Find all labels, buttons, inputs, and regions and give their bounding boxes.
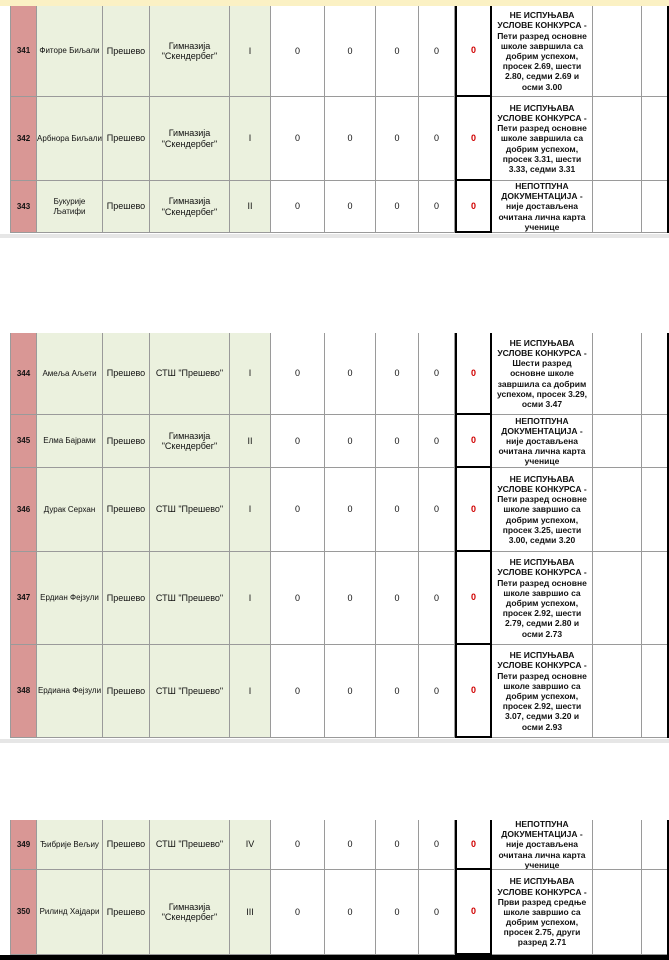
remark-cell: НЕ ИСПУЊАВА УСЛОВЕ КОНКУРСА - Пети разред основне школе завршио са добрим успехом, просек 2.92, шести 2.79, седми 2.80 и осми 2.73 xyxy=(492,552,593,645)
remark-cell: НЕ ИСПУЊАВА УСЛОВЕ КОНКУРСА - Пети разред основне школе завршио са добрим успехом, просек 3.25, шести 3.00, седми 3.20 xyxy=(492,468,593,552)
student-name-cell: Ђибрије Вељиу xyxy=(37,820,103,870)
city-cell: Прешево xyxy=(103,415,150,468)
school-name-cell: Гимназија "Скендербег" xyxy=(150,6,230,97)
school-name-cell: СТШ "Прешево" xyxy=(150,645,230,738)
city-cell: Прешево xyxy=(103,820,150,870)
empty-cell xyxy=(593,468,642,552)
score-4-cell: 0 xyxy=(419,333,455,415)
score-3-cell: 0 xyxy=(376,97,419,181)
remark-cell: НЕ ИСПУЊАВА УСЛОВЕ КОНКУРСА - Пети разред основне школе завршио са добрим успехом, просек 2.92, шести 3.07, седми 3.20 и осми 2.93 xyxy=(492,645,593,738)
row-number-cell: 344 xyxy=(10,333,37,415)
score-3-cell: 0 xyxy=(376,181,419,233)
empty-cell xyxy=(642,333,669,415)
school-name-cell: Гимназија "Скендербег" xyxy=(150,870,230,955)
total-score-cell: 0 xyxy=(455,415,492,468)
score-3-cell: 0 xyxy=(376,333,419,415)
city-cell: Прешево xyxy=(103,6,150,97)
empty-cell xyxy=(642,820,669,870)
score-4-cell: 0 xyxy=(419,181,455,233)
score-4-cell: 0 xyxy=(419,820,455,870)
empty-cell xyxy=(593,415,642,468)
city-cell: Прешево xyxy=(103,333,150,415)
score-4-cell: 0 xyxy=(419,415,455,468)
score-2-cell: 0 xyxy=(325,6,376,97)
empty-cell xyxy=(642,415,669,468)
row-number-cell: 341 xyxy=(10,6,37,97)
empty-cell xyxy=(593,181,642,233)
student-name-cell: Арбнора Биљали xyxy=(37,97,103,181)
total-score-cell: 0 xyxy=(455,181,492,233)
score-1-cell: 0 xyxy=(271,97,325,181)
school-name-cell: СТШ "Прешево" xyxy=(150,820,230,870)
school-name-cell: СТШ "Прешево" xyxy=(150,333,230,415)
score-2-cell: 0 xyxy=(325,820,376,870)
student-name-cell: Елма Бајрами xyxy=(37,415,103,468)
empty-cell xyxy=(593,6,642,97)
student-name-cell: Амеља Аљети xyxy=(37,333,103,415)
school-name-cell: СТШ "Прешево" xyxy=(150,468,230,552)
city-cell: Прешево xyxy=(103,870,150,955)
student-name-cell: Дурак Серхан xyxy=(37,468,103,552)
empty-cell xyxy=(593,333,642,415)
row-number-cell: 346 xyxy=(10,468,37,552)
remark-cell: НЕПОТПУНА ДОКУМЕНТАЦИЈА - није достављена очитана лична карта ученице xyxy=(492,181,593,233)
score-3-cell: 0 xyxy=(376,6,419,97)
remark-cell: НЕПОТПУНА ДОКУМЕНТАЦИЈА - није достављена очитана лична карта ученице xyxy=(492,415,593,468)
total-score-cell: 0 xyxy=(455,97,492,181)
grade-level-cell: II xyxy=(230,181,271,233)
city-cell: Прешево xyxy=(103,97,150,181)
empty-cell xyxy=(593,820,642,870)
grade-level-cell: I xyxy=(230,552,271,645)
empty-cell xyxy=(642,181,669,233)
row-number-cell: 343 xyxy=(10,181,37,233)
empty-cell xyxy=(593,97,642,181)
score-2-cell: 0 xyxy=(325,97,376,181)
total-score-cell: 0 xyxy=(455,820,492,870)
score-3-cell: 0 xyxy=(376,415,419,468)
row-number-cell: 345 xyxy=(10,415,37,468)
score-4-cell: 0 xyxy=(419,552,455,645)
score-1-cell: 0 xyxy=(271,415,325,468)
student-name-cell: Фиторе Биљали xyxy=(37,6,103,97)
total-score-cell: 0 xyxy=(455,468,492,552)
total-score-cell: 0 xyxy=(455,333,492,415)
page-bottom-edge xyxy=(0,955,669,960)
row-number-cell: 342 xyxy=(10,97,37,181)
school-name-cell: Гимназија "Скендербег" xyxy=(150,97,230,181)
row-number-cell: 350 xyxy=(10,870,37,955)
grade-level-cell: IV xyxy=(230,820,271,870)
empty-cell xyxy=(642,468,669,552)
row-number-cell: 347 xyxy=(10,552,37,645)
empty-cell xyxy=(642,6,669,97)
grade-level-cell: I xyxy=(230,468,271,552)
score-4-cell: 0 xyxy=(419,468,455,552)
remark-cell: НЕ ИСПУЊАВА УСЛОВЕ КОНКУРСА - Шести разред основне школе завршила са добрим успехом, просек 3.29, осми 3.47 xyxy=(492,333,593,415)
score-2-cell: 0 xyxy=(325,645,376,738)
grade-level-cell: I xyxy=(230,6,271,97)
score-1-cell: 0 xyxy=(271,6,325,97)
empty-cell xyxy=(593,645,642,738)
student-name-cell: Букурије Љатифи xyxy=(37,181,103,233)
row-number-cell: 348 xyxy=(10,645,37,738)
student-name-cell: Рилинд Хајдари xyxy=(37,870,103,955)
city-cell: Прешево xyxy=(103,468,150,552)
empty-cell xyxy=(593,870,642,955)
score-3-cell: 0 xyxy=(376,468,419,552)
score-2-cell: 0 xyxy=(325,552,376,645)
score-3-cell: 0 xyxy=(376,552,419,645)
empty-cell xyxy=(642,870,669,955)
page-break xyxy=(0,739,669,805)
school-name-cell: СТШ "Прешево" xyxy=(150,552,230,645)
remark-cell: НЕПОТПУНА ДОКУМЕНТАЦИЈА - није достављена очитана лична карта ученице xyxy=(492,820,593,870)
grade-level-cell: I xyxy=(230,97,271,181)
remark-cell: НЕ ИСПУЊАВА УСЛОВЕ КОНКУРСА - Пети разред основне школе завршила са добрим успехом, просек 3.31, шести 3.33, седми 3.31 xyxy=(492,97,593,181)
score-2-cell: 0 xyxy=(325,870,376,955)
total-score-cell: 0 xyxy=(455,6,492,97)
score-1-cell: 0 xyxy=(271,552,325,645)
student-name-cell: Ердиан Фејзули xyxy=(37,552,103,645)
score-1-cell: 0 xyxy=(271,181,325,233)
score-4-cell: 0 xyxy=(419,645,455,738)
empty-cell xyxy=(642,97,669,181)
score-2-cell: 0 xyxy=(325,333,376,415)
score-4-cell: 0 xyxy=(419,870,455,955)
empty-cell xyxy=(642,645,669,738)
total-score-cell: 0 xyxy=(455,552,492,645)
empty-cell xyxy=(642,552,669,645)
score-3-cell: 0 xyxy=(376,870,419,955)
school-name-cell: Гимназија "Скендербег" xyxy=(150,415,230,468)
score-3-cell: 0 xyxy=(376,820,419,870)
city-cell: Прешево xyxy=(103,181,150,233)
grade-level-cell: I xyxy=(230,333,271,415)
score-2-cell: 0 xyxy=(325,181,376,233)
total-score-cell: 0 xyxy=(455,645,492,738)
city-cell: Прешево xyxy=(103,552,150,645)
page-break xyxy=(0,234,669,318)
remark-cell: НЕ ИСПУЊАВА УСЛОВЕ КОНКУРСА - Пети разред основне школе завршила са добрим успехом, просек 2.69, шести 2.80, седми 2.69 и осми 3.00 xyxy=(492,6,593,97)
grade-level-cell: II xyxy=(230,415,271,468)
score-1-cell: 0 xyxy=(271,820,325,870)
score-1-cell: 0 xyxy=(271,870,325,955)
remark-cell: НЕ ИСПУЊАВА УСЛОВЕ КОНКУРСА - Први разред средње школе завршио са добрим успехом, просек 2.75, други разред 2.71 xyxy=(492,870,593,955)
city-cell: Прешево xyxy=(103,645,150,738)
score-2-cell: 0 xyxy=(325,415,376,468)
score-2-cell: 0 xyxy=(325,468,376,552)
score-3-cell: 0 xyxy=(376,645,419,738)
school-name-cell: Гимназија "Скендербег" xyxy=(150,181,230,233)
grade-level-cell: III xyxy=(230,870,271,955)
score-1-cell: 0 xyxy=(271,645,325,738)
row-number-cell: 349 xyxy=(10,820,37,870)
score-4-cell: 0 xyxy=(419,97,455,181)
score-4-cell: 0 xyxy=(419,6,455,97)
empty-cell xyxy=(593,552,642,645)
student-name-cell: Ердиана Фејзули xyxy=(37,645,103,738)
total-score-cell: 0 xyxy=(455,870,492,955)
score-1-cell: 0 xyxy=(271,468,325,552)
score-1-cell: 0 xyxy=(271,333,325,415)
grade-level-cell: I xyxy=(230,645,271,738)
